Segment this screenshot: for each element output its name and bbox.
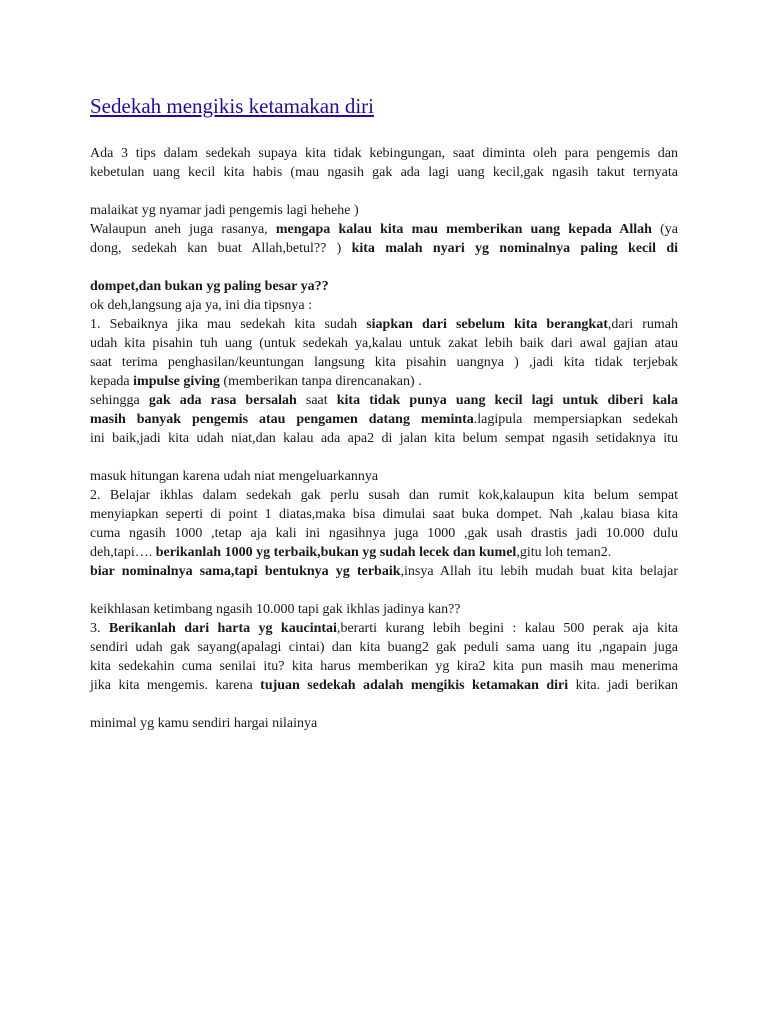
text-run: Walaupun aneh juga rasanya,: [90, 222, 276, 237]
text-line: minimal yg kamu sendiri hargai nilainya: [90, 716, 318, 731]
bold-text: siapkan dari sebelum kita berangkat: [366, 317, 608, 332]
tip-3: [90, 619, 678, 733]
text-line: ini baik,jadi kita udah niat,dan kalau ada apa2 di jalan kita belum sempat ngasih setidaknya itu: [90, 431, 678, 446]
text-line: malaikat yg nyamar jadi pengemis lagi hehehe ): [90, 203, 359, 218]
paragraph-allah: [90, 220, 678, 296]
text-run: (ya: [651, 222, 678, 237]
text-run: 1. Sebaiknya jika mau sedekah kita sudah: [90, 317, 367, 332]
bold-text: tujuan sedekah adalah mengikis ketamakan diri: [260, 678, 569, 693]
bold-text: berikanlah 1000 yg terbaik,bukan yg sudah lecek dan kumel: [155, 545, 517, 560]
text-line: [90, 562, 678, 581]
text-line: [90, 676, 678, 695]
intro-paragraph: [90, 144, 678, 220]
text-line: [90, 543, 678, 562]
bold-text: kita malah nyari yg nominalnya paling kecil di: [351, 241, 678, 256]
text-line: cuma ngasih 1000 ,tetap aja kali ini ngasihnya juga 1000 ,gak usah drastis jadi 10.000 dulu: [90, 526, 678, 541]
text-run: dong, sedekah kan buat Allah,betul?? ): [90, 241, 352, 256]
text-line: ok deh,langsung aja ya, ini dia tipsnya :: [90, 298, 313, 313]
text-line: keikhlasan ketimbang ngasih 10.000 tapi gak ikhlas jadinya kan??: [90, 602, 461, 617]
text-line: [90, 220, 678, 239]
text-line: [90, 277, 678, 296]
bold-text: biar nominalnya sama,tapi bentuknya yg terbaik: [90, 564, 401, 579]
text-run: sehingga: [90, 393, 149, 408]
bold-text: gak ada rasa bersalah: [148, 393, 297, 408]
text-line: 2. Belajar ikhlas dalam sedekah gak perlu susah dan rumit kok,kalaupun kita belum sempat: [90, 488, 678, 503]
text-run: 3.: [90, 621, 109, 636]
text-line: [90, 315, 678, 334]
text-run: .lagipula mempersiapkan sedekah: [473, 412, 678, 427]
text-line: masuk hitungan karena udah niat mengeluarkannya: [90, 469, 379, 484]
text-line: [90, 410, 678, 429]
text-run: ,insya Allah itu lebih mudah buat kita belajar: [400, 564, 678, 579]
text-line: sendiri udah gak sayang(apalagi cintai) dan kita buang2 gak peduli sama uang itu ,ngapain juga: [90, 640, 678, 655]
text-run: (memberikan tanpa direncanakan) .: [219, 374, 422, 389]
text-line: saat terima penghasilan/keuntungan langsung kita pisahin uangnya ) ,jadi kita tidak terjebak: [90, 355, 678, 370]
text-line: [90, 239, 678, 258]
page-title[interactable]: Sedekah mengikis ketamakan diri: [90, 94, 375, 118]
text-run: kita. jadi berikan: [568, 678, 679, 693]
paragraph-tips-intro: [90, 296, 678, 315]
bold-text: masih banyak pengemis atau pengamen datang meminta: [90, 412, 474, 427]
text-line: menyiapkan seperti di point 1 diatas,maka bisa dimulai saat buka dompet. Nah ,kalau biasa kita: [90, 507, 678, 522]
document-page: [90, 92, 678, 733]
text-line: udah kita pisahin tuh uang (untuk sedekah ya,kalau untuk zakat lebih baik dari awal gajian atau: [90, 336, 678, 351]
text-line: [90, 619, 678, 638]
text-run: ,gitu loh teman2.: [516, 545, 612, 560]
tip-1: [90, 315, 678, 486]
text-run: kepada: [90, 374, 134, 389]
bold-text: dompet,dan bukan yg paling besar ya??: [90, 279, 329, 294]
bold-text: Berikanlah dari harta yg kaucintai: [108, 621, 337, 636]
bold-text: impulse giving: [133, 374, 220, 389]
text-run: ,berarti kurang lebih begini : kalau 500 perak aja kita: [336, 621, 678, 636]
tip-2: [90, 486, 678, 619]
bold-text: mengapa kalau kita mau memberikan uang kepada Allah: [275, 222, 652, 237]
text-line: kebetulan uang kecil kita habis (mau ngasih gak ada lagi uang kecil,gak ngasih takut ternyata: [90, 165, 678, 180]
text-line: [90, 391, 678, 410]
text-run: jika kita mengemis. karena: [90, 678, 261, 693]
text-run: saat: [296, 393, 337, 408]
bold-text: kita tidak punya uang kecil lagi untuk diberi kala: [336, 393, 679, 408]
text-line: kita sedekahin cuma senilai itu? kita harus memberikan yg kira2 kita pun masih mau menerima: [90, 659, 678, 674]
text-run: deh,tapi….: [90, 545, 156, 560]
text-run: ,dari rumah: [607, 317, 678, 332]
text-line: [90, 372, 678, 391]
text-line: Ada 3 tips dalam sedekah supaya kita tidak kebingungan, saat diminta oleh para pengemis dan: [90, 146, 678, 161]
